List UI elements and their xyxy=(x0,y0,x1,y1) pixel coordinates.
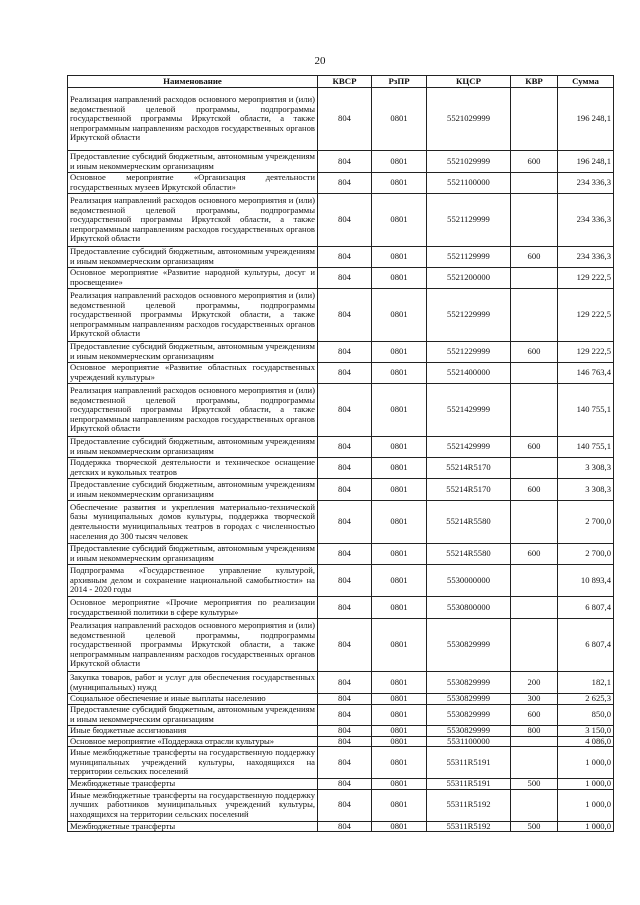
cell-kcsr: 5521429999 xyxy=(427,437,511,458)
cell-kcsr: 5521029999 xyxy=(427,88,511,151)
cell-sum: 129 222,5 xyxy=(558,268,614,289)
cell-kvr xyxy=(511,619,558,672)
cell-kcsr: 55311R5191 xyxy=(427,747,511,779)
cell-sum: 234 336,3 xyxy=(558,247,614,268)
cell-name: Межбюджетные трансферты xyxy=(68,821,318,832)
cell-rzpr: 0801 xyxy=(372,672,427,694)
table-row xyxy=(68,194,614,247)
cell-rzpr: 0801 xyxy=(372,88,427,151)
cell-kvsr: 804 xyxy=(318,736,372,747)
cell-name: Подпрограмма «Государственное управление культурой, архивным делом и сохранение национальной самобытности» на 2014 - 2020 годы xyxy=(68,565,318,597)
table-row xyxy=(68,779,614,790)
cell-rzpr: 0801 xyxy=(372,779,427,790)
cell-kvsr: 804 xyxy=(318,247,372,268)
cell-kvsr: 804 xyxy=(318,672,372,694)
cell-name: Закупка товаров, работ и услуг для обеспечения государственных (муниципальных) нужд xyxy=(68,672,318,694)
cell-rzpr: 0801 xyxy=(372,173,427,194)
cell-rzpr: 0801 xyxy=(372,194,427,247)
cell-rzpr: 0801 xyxy=(372,363,427,384)
cell-name: Реализация направлений расходов основного мероприятия и (или) ведомственной целевой программы, подпрограммы государственной программы Иркутской области, а также непрограммным направлениям расходов государственных органов Иркутской области xyxy=(68,194,318,247)
cell-rzpr: 0801 xyxy=(372,247,427,268)
cell-sum: 2 625,3 xyxy=(558,694,614,705)
cell-kvsr: 804 xyxy=(318,479,372,501)
page-number: 20 xyxy=(314,55,326,67)
cell-rzpr: 0801 xyxy=(372,479,427,501)
cell-kvr xyxy=(511,363,558,384)
cell-name: Межбюджетные трансферты xyxy=(68,779,318,790)
cell-name: Реализация направлений расходов основного мероприятия и (или) ведомственной целевой программы, подпрограммы государственной программы Иркутской области, а также непрограммным направлениям расходов государственных органов Иркутской области xyxy=(68,619,318,672)
cell-kvr xyxy=(511,194,558,247)
cell-name: Предоставление субсидий бюджетным, автономным учреждениям и иным некоммерческим организациям xyxy=(68,479,318,501)
cell-kvr xyxy=(511,736,558,747)
cell-rzpr: 0801 xyxy=(372,544,427,565)
cell-sum: 234 336,3 xyxy=(558,194,614,247)
table-row xyxy=(68,747,614,779)
cell-kcsr: 55214R5170 xyxy=(427,458,511,479)
cell-kcsr: 5530829999 xyxy=(427,726,511,737)
table-row xyxy=(68,88,614,151)
cell-kvr xyxy=(511,289,558,342)
cell-name: Социальное обеспечение и иные выплаты населению xyxy=(68,694,318,705)
table-row xyxy=(68,289,614,342)
cell-rzpr: 0801 xyxy=(372,501,427,544)
cell-kcsr: 5530829999 xyxy=(427,619,511,672)
cell-kvr xyxy=(511,384,558,437)
cell-rzpr: 0801 xyxy=(372,437,427,458)
cell-kcsr: 5530829999 xyxy=(427,705,511,726)
cell-kvr xyxy=(511,597,558,619)
cell-kvsr: 804 xyxy=(318,194,372,247)
cell-kvr xyxy=(511,565,558,597)
cell-kcsr: 5530000000 xyxy=(427,565,511,597)
cell-rzpr: 0801 xyxy=(372,268,427,289)
cell-kvr: 600 xyxy=(511,342,558,363)
header-kcsr: КЦСР xyxy=(427,76,511,88)
cell-sum: 4 086,0 xyxy=(558,736,614,747)
cell-sum: 196 248,1 xyxy=(558,151,614,173)
cell-kcsr: 5521429999 xyxy=(427,384,511,437)
table-row xyxy=(68,384,614,437)
cell-sum: 3 308,3 xyxy=(558,479,614,501)
cell-kvsr: 804 xyxy=(318,694,372,705)
cell-kvr xyxy=(511,268,558,289)
cell-kvsr: 804 xyxy=(318,597,372,619)
cell-kvsr: 804 xyxy=(318,544,372,565)
cell-kcsr: 5531100000 xyxy=(427,736,511,747)
header-kvr: КВР xyxy=(511,76,558,88)
cell-kvr: 600 xyxy=(511,151,558,173)
cell-name: Основное мероприятие «Развитие областных государственных учреждений культуры» xyxy=(68,363,318,384)
cell-rzpr: 0801 xyxy=(372,384,427,437)
cell-name: Предоставление субсидий бюджетным, автономным учреждениям и иным некоммерческим организациям xyxy=(68,437,318,458)
cell-sum: 1 000,0 xyxy=(558,789,614,821)
cell-sum: 3 308,3 xyxy=(558,458,614,479)
cell-kvr: 800 xyxy=(511,726,558,737)
cell-name: Основное мероприятие «Организация деятельности государственных музеев Иркутской области» xyxy=(68,173,318,194)
table-row xyxy=(68,363,614,384)
cell-kvsr: 804 xyxy=(318,705,372,726)
cell-kvsr: 804 xyxy=(318,384,372,437)
cell-sum: 1 000,0 xyxy=(558,821,614,832)
cell-kcsr: 55311R5192 xyxy=(427,789,511,821)
cell-sum: 146 763,4 xyxy=(558,363,614,384)
cell-kcsr: 5530829999 xyxy=(427,694,511,705)
table-row xyxy=(68,437,614,458)
cell-sum: 182,1 xyxy=(558,672,614,694)
cell-kvr: 600 xyxy=(511,437,558,458)
cell-kcsr: 5530829999 xyxy=(427,672,511,694)
cell-kvsr: 804 xyxy=(318,821,372,832)
cell-rzpr: 0801 xyxy=(372,342,427,363)
cell-rzpr: 0801 xyxy=(372,565,427,597)
cell-kcsr: 55311R5192 xyxy=(427,821,511,832)
cell-name: Предоставление субсидий бюджетным, автономным учреждениям и иным некоммерческим организациям xyxy=(68,247,318,268)
table-row xyxy=(68,173,614,194)
cell-sum: 129 222,5 xyxy=(558,289,614,342)
cell-kvsr: 804 xyxy=(318,619,372,672)
cell-name: Поддержка творческой деятельности и техническое оснащение детских и кукольных театров xyxy=(68,458,318,479)
cell-kcsr: 5521100000 xyxy=(427,173,511,194)
cell-kvr xyxy=(511,789,558,821)
table-row xyxy=(68,597,614,619)
cell-kvr xyxy=(511,88,558,151)
cell-sum: 129 222,5 xyxy=(558,342,614,363)
cell-kvr xyxy=(511,747,558,779)
cell-sum: 850,0 xyxy=(558,705,614,726)
cell-kvsr: 804 xyxy=(318,458,372,479)
cell-name: Основное мероприятие «Развитие народной культуры, досуг и просвещение» xyxy=(68,268,318,289)
cell-rzpr: 0801 xyxy=(372,694,427,705)
cell-kcsr: 55311R5191 xyxy=(427,779,511,790)
cell-sum: 1 000,0 xyxy=(558,779,614,790)
table-row xyxy=(68,544,614,565)
table-row xyxy=(68,619,614,672)
cell-kcsr: 55214R5580 xyxy=(427,544,511,565)
cell-sum: 234 336,3 xyxy=(558,173,614,194)
cell-name: Основное мероприятие «Поддержка отрасли культуры» xyxy=(68,736,318,747)
table-row xyxy=(68,789,614,821)
cell-kvsr: 804 xyxy=(318,289,372,342)
cell-rzpr: 0801 xyxy=(372,789,427,821)
cell-rzpr: 0801 xyxy=(372,736,427,747)
cell-name: Предоставление субсидий бюджетным, автономным учреждениям и иным некоммерческим организациям xyxy=(68,544,318,565)
cell-kvsr: 804 xyxy=(318,268,372,289)
table-body xyxy=(68,88,614,832)
cell-kvsr: 804 xyxy=(318,88,372,151)
cell-kvr: 600 xyxy=(511,247,558,268)
cell-kvr: 600 xyxy=(511,479,558,501)
cell-rzpr: 0801 xyxy=(372,619,427,672)
cell-name: Иные межбюджетные трансферты на государственную поддержку лучших работников муниципальных учреждений культуры, находящихся на территории сельских поселений xyxy=(68,789,318,821)
cell-kvsr: 804 xyxy=(318,342,372,363)
cell-sum: 140 755,1 xyxy=(558,384,614,437)
header-name: Наименование xyxy=(68,76,318,88)
table-row xyxy=(68,151,614,173)
table-row xyxy=(68,479,614,501)
cell-kvr: 300 xyxy=(511,694,558,705)
cell-kvsr: 804 xyxy=(318,501,372,544)
cell-rzpr: 0801 xyxy=(372,821,427,832)
cell-kvr: 600 xyxy=(511,544,558,565)
cell-sum: 2 700,0 xyxy=(558,544,614,565)
cell-kvsr: 804 xyxy=(318,173,372,194)
cell-name: Реализация направлений расходов основного мероприятия и (или) ведомственной целевой программы, подпрограммы государственной программы Иркутской области, а также непрограммным направлениям расходов государственных органов Иркутской области xyxy=(68,88,318,151)
cell-rzpr: 0801 xyxy=(372,151,427,173)
cell-kcsr: 55214R5170 xyxy=(427,479,511,501)
cell-sum: 1 000,0 xyxy=(558,747,614,779)
header-kvsr: КВСР xyxy=(318,76,372,88)
table-row xyxy=(68,458,614,479)
header-rzpr: РзПР xyxy=(372,76,427,88)
cell-kcsr: 5521129999 xyxy=(427,194,511,247)
cell-kcsr: 5530800000 xyxy=(427,597,511,619)
cell-name: Реализация направлений расходов основного мероприятия и (или) ведомственной целевой программы, подпрограммы государственной программы Иркутской области, а также непрограммным направлениям расходов государственных органов Иркутской области xyxy=(68,384,318,437)
table-row xyxy=(68,268,614,289)
cell-rzpr: 0801 xyxy=(372,747,427,779)
cell-name: Предоставление субсидий бюджетным, автономным учреждениям и иным некоммерческим организациям xyxy=(68,342,318,363)
cell-kvr: 500 xyxy=(511,779,558,790)
cell-kvr xyxy=(511,173,558,194)
cell-name: Предоставление субсидий бюджетным, автономным учреждениям и иным некоммерческим организациям xyxy=(68,705,318,726)
table-row xyxy=(68,694,614,705)
cell-sum: 196 248,1 xyxy=(558,88,614,151)
table-row xyxy=(68,565,614,597)
cell-kvr: 600 xyxy=(511,705,558,726)
cell-kvsr: 804 xyxy=(318,565,372,597)
cell-kcsr: 5521229999 xyxy=(427,289,511,342)
table-row xyxy=(68,501,614,544)
table-row xyxy=(68,726,614,737)
cell-rzpr: 0801 xyxy=(372,289,427,342)
cell-kcsr: 5521400000 xyxy=(427,363,511,384)
table-row xyxy=(68,821,614,832)
cell-kcsr: 55214R5580 xyxy=(427,501,511,544)
cell-kvsr: 804 xyxy=(318,151,372,173)
cell-sum: 140 755,1 xyxy=(558,437,614,458)
cell-name: Реализация направлений расходов основного мероприятия и (или) ведомственной целевой программы, подпрограммы государственной программы Иркутской области, а также непрограммным направлениям расходов государственных органов Иркутской области xyxy=(68,289,318,342)
cell-kvsr: 804 xyxy=(318,437,372,458)
table-row xyxy=(68,672,614,694)
cell-sum: 6 807,4 xyxy=(558,597,614,619)
budget-table xyxy=(67,75,614,832)
cell-name: Основное мероприятие «Прочие мероприятия по реализации государственной политики в сфере культуры» xyxy=(68,597,318,619)
header-sum: Сумма xyxy=(558,76,614,88)
cell-kcsr: 5521129999 xyxy=(427,247,511,268)
cell-rzpr: 0801 xyxy=(372,458,427,479)
cell-kcsr: 5521200000 xyxy=(427,268,511,289)
cell-sum: 10 893,4 xyxy=(558,565,614,597)
cell-rzpr: 0801 xyxy=(372,705,427,726)
cell-kvsr: 804 xyxy=(318,363,372,384)
cell-kvsr: 804 xyxy=(318,726,372,737)
cell-rzpr: 0801 xyxy=(372,597,427,619)
cell-rzpr: 0801 xyxy=(372,726,427,737)
table-row xyxy=(68,705,614,726)
cell-kvsr: 804 xyxy=(318,779,372,790)
cell-sum: 3 150,0 xyxy=(558,726,614,737)
table-header-row xyxy=(68,76,614,88)
cell-name: Предоставление субсидий бюджетным, автономным учреждениям и иным некоммерческим организациям xyxy=(68,151,318,173)
cell-kvr: 500 xyxy=(511,821,558,832)
cell-sum: 2 700,0 xyxy=(558,501,614,544)
cell-kvsr: 804 xyxy=(318,789,372,821)
cell-name: Обеспечение развития и укрепления материально-технической базы муниципальных домов культуры, поддержка творческой деятельности муниципальных театров в городах с численностью населения до 300 тысяч человек xyxy=(68,501,318,544)
cell-name: Иные бюджетные ассигнования xyxy=(68,726,318,737)
cell-kvr xyxy=(511,501,558,544)
table-row xyxy=(68,736,614,747)
table-row xyxy=(68,247,614,268)
cell-name: Иные межбюджетные трансферты на государственную поддержку муниципальных учреждений культуры, находящихся на территории сельских поселений xyxy=(68,747,318,779)
cell-sum: 6 807,4 xyxy=(558,619,614,672)
cell-kvsr: 804 xyxy=(318,747,372,779)
table-row xyxy=(68,342,614,363)
cell-kvr xyxy=(511,458,558,479)
cell-kvr: 200 xyxy=(511,672,558,694)
cell-kcsr: 5521029999 xyxy=(427,151,511,173)
cell-kcsr: 5521229999 xyxy=(427,342,511,363)
